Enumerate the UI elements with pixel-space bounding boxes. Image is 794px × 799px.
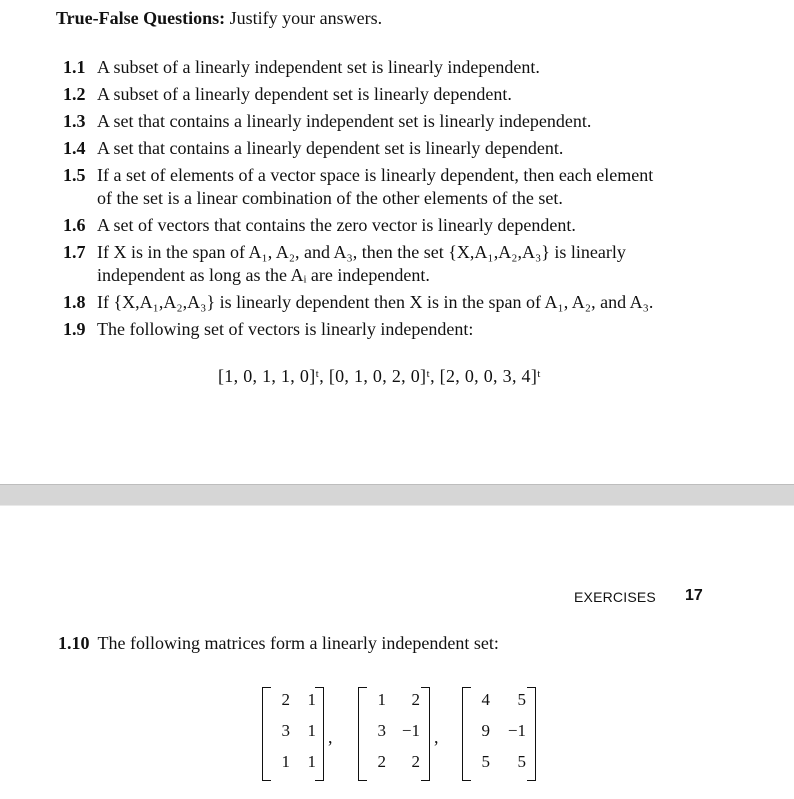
matrix-cell: 5: [517, 690, 526, 709]
question-text: A set of vectors that contains the zero vector is linearly dependent.: [97, 215, 576, 235]
question-1-1: [63, 56, 703, 79]
question-1-4: [63, 137, 703, 160]
question-number: 1.6: [63, 215, 86, 235]
right-bracket: [315, 687, 324, 781]
question-number: 1.10: [58, 633, 90, 653]
question-1-8: [63, 291, 703, 314]
question-text: A set that contains a linearly independent set is linearly independent.: [97, 111, 592, 131]
matrix-cell: 1: [307, 690, 316, 709]
matrix-cell: 2: [281, 690, 290, 709]
matrix-cell: 9: [481, 721, 490, 740]
question-number: 1.2: [63, 84, 86, 104]
question-text: The following set of vectors is linearly independent:: [97, 319, 474, 339]
page-bottom: [0, 505, 794, 799]
question-number: 1.8: [63, 292, 86, 312]
question-text-line1: If a set of elements of a vector space is linearly dependent, then each element: [97, 165, 654, 185]
matrix-cell: 2: [411, 752, 420, 771]
question-number: 1.4: [63, 138, 86, 158]
matrix-cell: 1: [377, 690, 386, 709]
vector-set: [1, 0, 1, 1, 0]ᵗ, [0, 1, 0, 2, 0]ᵗ, [2, 0, 0, 3, 4]ᵗ: [218, 366, 541, 386]
question-text-line2: independent as long as the Aᵢ are independent.: [97, 265, 430, 285]
matrix-cell: 2: [411, 690, 420, 709]
question-number: 1.3: [63, 111, 86, 131]
heading-bold: True-False Questions:: [56, 8, 226, 28]
question-text: A subset of a linearly dependent set is linearly dependent.: [97, 84, 512, 104]
question-1-7: [63, 241, 703, 287]
matrix-cell: 5: [517, 752, 526, 771]
question-text: A set that contains a linearly dependent set is linearly dependent.: [97, 138, 564, 158]
question-number: 1.5: [63, 165, 86, 185]
comma: ,: [434, 727, 439, 747]
question-text-line2: of the set is a linear combination of the other elements of the set.: [97, 188, 563, 208]
question-text: The following matrices form a linearly independent set:: [97, 633, 499, 653]
matrix-cell: 1: [307, 752, 316, 771]
heading-rest: Justify your answers.: [225, 8, 383, 28]
section-heading: [56, 8, 382, 29]
question-1-2: [63, 83, 703, 106]
page-number: 17: [685, 587, 703, 604]
right-bracket: [527, 687, 536, 781]
running-head: EXERCISES: [574, 589, 656, 605]
matrix-cell: 3: [377, 721, 386, 740]
question-text-line1: If X is in the span of A₁, A₂, and A₃, then the set {X,A₁,A₂,A₃} is linearly: [97, 242, 626, 262]
matrix-cell: 3: [281, 721, 290, 740]
question-1-3: [63, 110, 703, 133]
matrix-cell: 1: [307, 721, 316, 740]
comma: ,: [328, 727, 333, 747]
matrix-cell: 4: [481, 690, 490, 709]
matrix-cell: −1: [507, 721, 526, 740]
matrix-cell: 2: [377, 752, 386, 771]
question-1-6: [63, 214, 703, 237]
matrix-3: [462, 687, 536, 779]
question-number: 1.1: [63, 57, 86, 77]
matrix-cell: 1: [281, 752, 290, 771]
matrix-1: [262, 687, 324, 779]
question-text: If {X,A₁,A₂,A₃} is linearly dependent then X is in the span of A₁, A₂, and A₃.: [97, 292, 654, 312]
right-bracket: [421, 687, 430, 781]
page-divider: [0, 484, 794, 506]
question-number: 1.9: [63, 319, 86, 339]
matrix-cell: −1: [401, 721, 420, 740]
question-1-5: [63, 164, 703, 210]
matrix-cell: 5: [481, 752, 490, 771]
question-text: A subset of a linearly independent set is linearly independent.: [97, 57, 540, 77]
question-number: 1.7: [63, 242, 86, 262]
question-1-10: [58, 633, 499, 654]
question-1-9: [63, 318, 703, 341]
matrix-2: [358, 687, 430, 779]
